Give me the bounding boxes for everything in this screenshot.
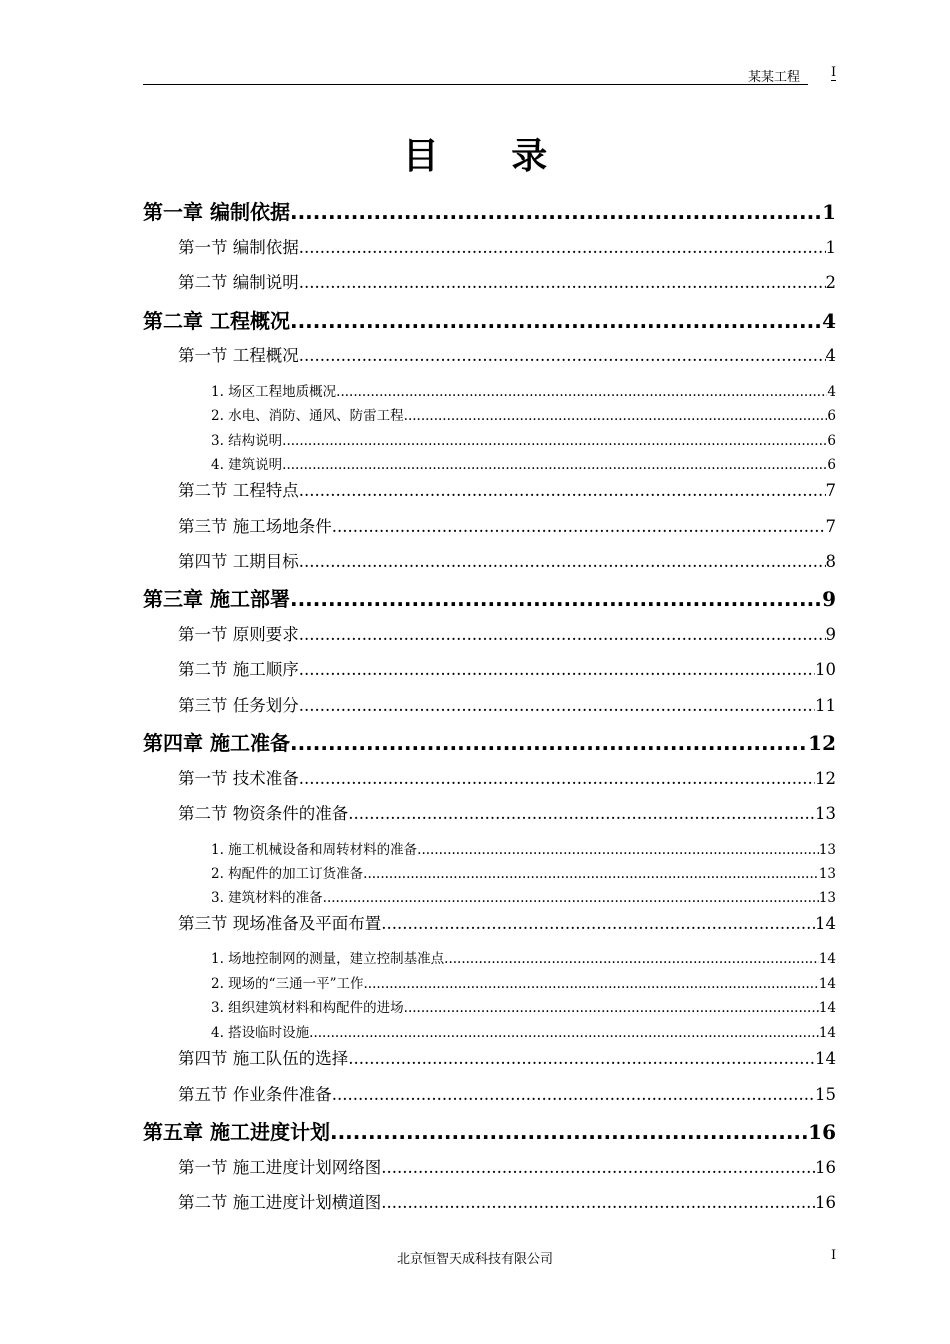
toc-page: 7 [825,517,836,536]
toc-page: 9 [822,587,836,611]
toc-leader [282,433,827,449]
toc-subsection[interactable] [211,838,836,858]
toc-label: 第一节 工程概况 [178,346,299,365]
toc-section[interactable] [178,656,836,680]
toc-page: 7 [825,481,836,500]
toc-subsection[interactable] [211,886,836,906]
toc-leader [348,804,815,823]
toc-page: 15 [815,1085,836,1104]
toc-section[interactable] [178,1045,836,1069]
toc-leader [290,309,822,333]
page-title: 目 录 [402,136,578,177]
toc-subsection[interactable] [211,862,836,882]
toc-leader [299,660,815,679]
toc-section[interactable] [178,621,836,645]
toc-label: 第三节 施工场地条件 [178,517,332,536]
footer-page-number: I [831,1248,837,1263]
toc-leader [290,731,808,755]
toc-label: 3. 结构说明 [211,433,283,449]
toc-subsection[interactable] [211,404,836,424]
toc-label: 2. 构配件的加工订货准备 [211,866,364,882]
toc-chapter-1[interactable] [143,196,836,225]
toc-page: 16 [815,1158,836,1177]
toc-leader [332,1085,815,1104]
toc-subsection[interactable] [211,996,836,1016]
toc-chapter-2[interactable] [143,305,836,334]
toc-leader [336,384,827,400]
toc-page: 1 [822,200,836,224]
toc-section[interactable] [178,1154,836,1178]
toc-page: 16 [808,1120,836,1144]
toc-leader [417,842,819,858]
toc-page: 14 [818,951,836,967]
toc-label: 第四节 工期目标 [178,552,299,571]
toc-page: 13 [818,842,836,858]
toc-page: 6 [827,408,836,424]
toc-page: 4 [827,384,836,400]
toc-page: 14 [818,1000,836,1016]
toc-leader [404,1000,819,1016]
toc-label: 2. 现场的“三通一平”工作 [211,976,364,992]
toc-page: 14 [815,1049,836,1068]
toc-page: 1 [825,238,836,257]
toc-label: 第二节 编制说明 [178,273,299,292]
toc-leader [332,517,826,536]
toc-section[interactable] [178,269,836,293]
toc-subsection[interactable] [211,972,836,992]
toc-leader [299,696,815,715]
toc-section[interactable] [178,1081,836,1105]
toc-page: 14 [818,976,836,992]
toc-page: 11 [815,696,836,715]
toc-leader [381,1158,815,1177]
header-divider [143,84,808,85]
toc-label: 1. 场区工程地质概况 [211,384,337,400]
toc-label: 第一章 编制依据 [143,200,290,224]
toc-label: 第二节 工程特点 [178,481,299,500]
toc-label: 3. 组织建筑材料和构配件的进场 [211,1000,404,1016]
toc-chapter-4[interactable] [143,727,836,756]
toc-label: 2. 水电、消防、通风、防雷工程 [211,408,404,424]
toc-page: 12 [808,731,836,755]
toc-subsection[interactable] [211,429,836,449]
toc-section[interactable] [178,910,836,934]
toc-chapter-5[interactable] [143,1116,836,1145]
toc-leader [309,1025,819,1041]
toc-chapter-3[interactable] [143,583,836,612]
toc-leader [299,769,815,788]
toc-label: 第四节 施工队伍的选择 [178,1049,349,1068]
toc-label: 第五章 施工进度计划 [143,1120,330,1144]
toc-label: 第四章 施工准备 [143,731,290,755]
toc-leader [299,481,826,500]
toc-label: 第三节 现场准备及平面布置 [178,914,382,933]
toc-page: 8 [825,552,836,571]
toc-leader [363,976,818,992]
toc-label: 1. 场地控制网的测量，建立控制基准点 [211,951,445,967]
toc-page: 10 [815,660,836,679]
toc-leader [330,1120,808,1144]
toc-section[interactable] [178,342,836,366]
toc-label: 第一节 技术准备 [178,769,299,788]
toc-label: 第三节 任务划分 [178,696,299,715]
toc-page: 4 [822,309,836,333]
toc-section[interactable] [178,1189,836,1213]
toc-section[interactable] [178,477,836,501]
toc-label: 4. 建筑说明 [211,457,283,473]
toc-leader [290,587,822,611]
toc-section[interactable] [178,800,836,824]
toc-leader [299,346,826,365]
toc-leader [282,457,827,473]
toc-section[interactable] [178,692,836,716]
toc-page: 14 [818,1025,836,1041]
toc-page: 16 [815,1193,836,1212]
toc-label: 第一节 编制依据 [178,238,299,257]
toc-section[interactable] [178,548,836,572]
toc-leader [381,914,815,933]
toc-label: 第二章 工程概况 [143,309,290,333]
toc-leader [290,200,822,224]
toc-subsection[interactable] [211,453,836,473]
toc-leader [348,1049,815,1068]
toc-section[interactable] [178,765,836,789]
header-page-number: I [831,65,837,80]
toc-page: 13 [815,804,836,823]
toc-page: 2 [825,273,836,292]
toc-leader [381,1193,815,1212]
toc-section[interactable] [178,513,836,537]
toc-subsection[interactable] [211,380,836,400]
toc-label: 第二节 施工顺序 [178,660,299,679]
toc-label: 1. 施工机械设备和周转材料的准备 [211,842,418,858]
toc-leader [299,625,826,644]
toc-label: 4. 搭设临时设施 [211,1025,310,1041]
footer-company: 北京恒智天成科技有限公司 [396,1252,553,1267]
toc-label: 第五节 作业条件准备 [178,1085,332,1104]
toc-label: 第二节 施工进度计划横道图 [178,1193,382,1212]
toc-leader [444,951,819,967]
toc-leader [299,273,826,292]
toc-subsection[interactable] [211,1021,836,1041]
header-title: 某某工程 [748,70,801,85]
toc-label: 第二节 物资条件的准备 [178,804,349,823]
toc-page: 14 [815,914,836,933]
toc-page: 6 [827,457,836,473]
toc-section[interactable] [178,234,836,258]
toc-page: 12 [815,769,836,788]
toc-leader [323,890,819,906]
toc-page: 4 [825,346,836,365]
toc-leader [299,238,826,257]
toc-label: 3. 建筑材料的准备 [211,890,323,906]
toc-subsection[interactable] [211,947,836,967]
toc-page: 9 [825,625,836,644]
toc-page: 13 [818,866,836,882]
toc-page: 6 [827,433,836,449]
toc-label: 第一节 施工进度计划网络图 [178,1158,382,1177]
toc-leader [363,866,819,882]
toc-leader [404,408,828,424]
toc-label: 第三章 施工部署 [143,587,290,611]
toc-page: 13 [818,890,836,906]
toc-leader [299,552,826,571]
toc-label: 第一节 原则要求 [178,625,299,644]
